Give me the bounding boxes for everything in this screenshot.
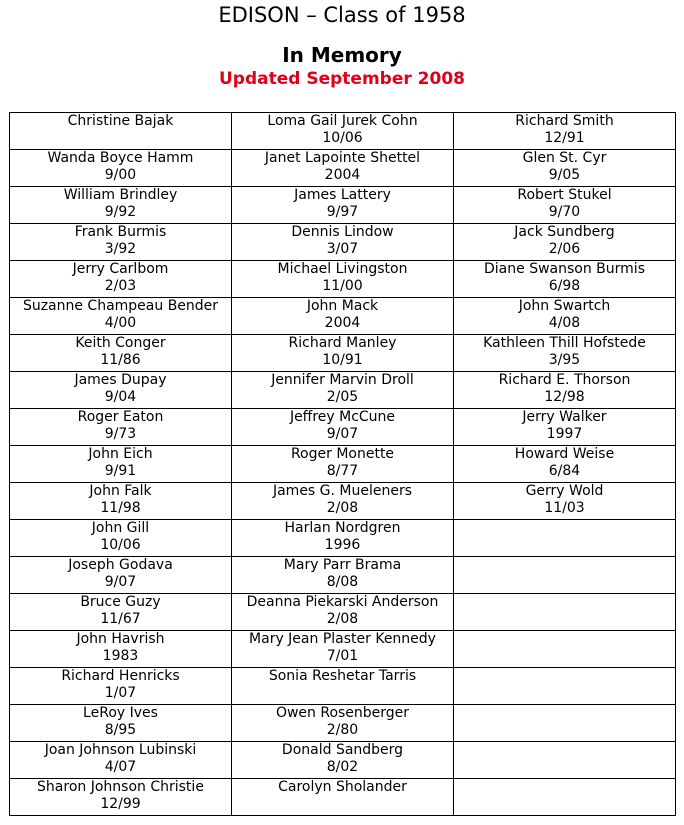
entry-date: 6/84 [548, 463, 581, 479]
entry-name: Bruce Guzy [80, 594, 161, 610]
memorial-entry [232, 557, 454, 594]
entry-date: 3/92 [104, 241, 137, 257]
entry-name: James Dupay [74, 372, 167, 388]
entry-date: 12/98 [544, 389, 585, 405]
entry-name: John Havrish [76, 631, 165, 647]
entry-name: Richard Henricks [61, 668, 180, 684]
memorial-entry [232, 372, 454, 409]
memorial-entry [10, 150, 232, 187]
entry-date: 11/86 [100, 352, 141, 368]
memorial-entry [454, 298, 676, 335]
entry-name: Joseph Godava [68, 557, 173, 573]
memorial-entry [454, 779, 676, 816]
entry-date: 8/95 [104, 722, 137, 738]
table-row [10, 113, 676, 150]
entry-date: 9/70 [548, 204, 581, 220]
memorial-entry [232, 520, 454, 557]
entry-name: Frank Burmis [74, 224, 167, 240]
table-row [10, 409, 676, 446]
memorial-entry [10, 335, 232, 372]
memorial-entry [232, 779, 454, 816]
entry-name: Janet Lapointe Shettel [264, 150, 421, 166]
entry-date: 3/95 [548, 352, 581, 368]
memorial-entry [454, 113, 676, 150]
entry-name: James Lattery [294, 187, 391, 203]
memorial-entry [232, 594, 454, 631]
memorial-entry [232, 668, 454, 705]
entry-date: 2/03 [104, 278, 137, 294]
entry-date: 9/92 [104, 204, 137, 220]
entry-name: Sharon Johnson Christie [37, 779, 204, 795]
entry-date: 12/99 [100, 796, 141, 812]
entry-name: Loma Gail Jurek Cohn [267, 113, 418, 129]
entry-name: Harlan Nordgren [284, 520, 401, 536]
entry-date: 4/07 [104, 759, 137, 775]
entry-name: Howard Weise [514, 446, 615, 462]
memorial-entry [454, 520, 676, 557]
memorial-entry [454, 372, 676, 409]
memorial-entry [232, 483, 454, 520]
table-row [10, 631, 676, 668]
memorial-entry [454, 594, 676, 631]
memorial-entry [232, 742, 454, 779]
entry-date: 10/91 [322, 352, 363, 368]
memorial-entry [10, 483, 232, 520]
memorial-entry [10, 187, 232, 224]
table-row [10, 335, 676, 372]
memorial-entry [454, 446, 676, 483]
entry-name: Jack Sundberg [514, 224, 615, 240]
table-row [10, 557, 676, 594]
table-row [10, 705, 676, 742]
entry-date: 1/07 [104, 685, 137, 701]
memorial-entry [232, 150, 454, 187]
entry-date: 7/01 [326, 648, 359, 664]
entry-name: Mary Parr Brama [283, 557, 402, 573]
entry-date: 4/00 [104, 315, 137, 331]
entry-date: 1997 [546, 426, 583, 442]
entry-name: Joan Johnson Lubinski [44, 742, 197, 758]
entry-name: Jeffrey McCune [289, 409, 396, 425]
entry-date: 3/07 [326, 241, 359, 257]
entry-name: Richard E. Thorson [498, 372, 631, 388]
entry-date: 2/08 [326, 611, 359, 627]
entry-date: 9/73 [104, 426, 137, 442]
entry-name: Gerry Wold [525, 483, 604, 499]
updated-note: Updated September 2008 [219, 69, 465, 89]
entry-name: Mary Jean Plaster Kennedy [249, 631, 436, 647]
table-row [10, 261, 676, 298]
page-subtitle: In Memory [282, 43, 402, 67]
memorial-entry [454, 335, 676, 372]
entry-name: Glen St. Cyr [522, 150, 607, 166]
entry-name: Jerry Walker [522, 409, 607, 425]
entry-date: 9/97 [326, 204, 359, 220]
memorial-entry [232, 187, 454, 224]
entry-date: 8/02 [326, 759, 359, 775]
memorial-entry [10, 446, 232, 483]
memorial-entry [454, 668, 676, 705]
entry-name: Christine Bajak [67, 113, 174, 129]
entry-date: 12/91 [544, 130, 585, 146]
memorial-entry [454, 631, 676, 668]
table-row [10, 594, 676, 631]
entry-name: Kathleen Thill Hofstede [483, 335, 646, 351]
memorial-entry [10, 705, 232, 742]
entry-date: 1996 [324, 537, 361, 553]
memorial-entry [10, 520, 232, 557]
entry-name: William Brindley [63, 187, 178, 203]
memorial-entry [10, 372, 232, 409]
entry-date: 6/98 [548, 278, 581, 294]
entry-date: 2004 [324, 167, 361, 183]
memorial-entry [10, 409, 232, 446]
entry-name: Michael Livingston [277, 261, 408, 277]
entry-date: 11/98 [100, 500, 141, 516]
entry-name: Deanna Piekarski Anderson [246, 594, 439, 610]
entry-date: 2/80 [326, 722, 359, 738]
entry-date: 1983 [102, 648, 139, 664]
memorial-entry [454, 742, 676, 779]
entry-name: John Swartch [518, 298, 611, 314]
memorial-entry [232, 631, 454, 668]
entry-name: Robert Stukel [517, 187, 612, 203]
page-title: EDISON – Class of 1958 [218, 3, 466, 27]
memorial-entry [454, 187, 676, 224]
table-row [10, 372, 676, 409]
entry-date: 9/00 [104, 167, 137, 183]
memorial-table [9, 112, 676, 816]
entry-date: 8/08 [326, 574, 359, 590]
entry-name: Roger Eaton [77, 409, 164, 425]
memorial-table-body [10, 113, 676, 816]
entry-name: Richard Manley [288, 335, 397, 351]
memorial-entry [232, 446, 454, 483]
table-row [10, 520, 676, 557]
entry-name: John Falk [89, 483, 152, 499]
entry-name: Dennis Lindow [291, 224, 394, 240]
table-row [10, 150, 676, 187]
memorial-entry [10, 594, 232, 631]
entry-name: Roger Monette [290, 446, 395, 462]
entry-date: 2/06 [548, 241, 581, 257]
memorial-entry [10, 113, 232, 150]
entry-name: Keith Conger [75, 335, 166, 351]
memorial-entry [232, 224, 454, 261]
entry-name: John Eich [88, 446, 153, 462]
entry-date: 2/05 [326, 389, 359, 405]
entry-date: 9/91 [104, 463, 137, 479]
entry-date: 4/08 [548, 315, 581, 331]
table-row [10, 483, 676, 520]
entry-name: Sonia Reshetar Tarris [268, 668, 417, 684]
memorial-entry [454, 261, 676, 298]
entry-name: Jerry Carlbom [72, 261, 169, 277]
table-row [10, 224, 676, 261]
memorial-entry [454, 483, 676, 520]
entry-name: John Mack [306, 298, 379, 314]
entry-name: Carolyn Sholander [278, 779, 407, 795]
memorial-entry [454, 224, 676, 261]
entry-name: Suzanne Champeau Bender [22, 298, 219, 314]
memorial-entry [454, 705, 676, 742]
entry-name: Donald Sandberg [281, 742, 404, 758]
entry-name: Richard Smith [515, 113, 614, 129]
entry-name: Wanda Boyce Hamm [47, 150, 194, 166]
entry-date: 9/05 [548, 167, 581, 183]
entry-name: Diane Swanson Burmis [484, 261, 645, 277]
entry-date: 8/77 [326, 463, 359, 479]
memorial-entry [454, 150, 676, 187]
entry-date: 9/04 [104, 389, 137, 405]
memorial-entry [10, 668, 232, 705]
memorial-entry [232, 261, 454, 298]
entry-date: 10/06 [322, 130, 363, 146]
entry-name: Jennifer Marvin Droll [271, 372, 414, 388]
entry-date: 9/07 [104, 574, 137, 590]
memorial-entry [10, 224, 232, 261]
memorial-entry [232, 409, 454, 446]
memorial-entry [232, 335, 454, 372]
entry-date: 9/07 [326, 426, 359, 442]
entry-name: James G. Mueleners [272, 483, 413, 499]
memorial-entry [10, 261, 232, 298]
table-row [10, 668, 676, 705]
entry-date: 11/00 [322, 278, 363, 294]
memorial-entry [10, 557, 232, 594]
memorial-entry [10, 779, 232, 816]
memorial-entry [232, 113, 454, 150]
table-row [10, 298, 676, 335]
entry-date: 2004 [324, 315, 361, 331]
table-row [10, 779, 676, 816]
table-row [10, 446, 676, 483]
entry-date: 2/08 [326, 500, 359, 516]
entry-date: 10/06 [100, 537, 141, 553]
memorial-entry [454, 409, 676, 446]
memorial-entry [232, 298, 454, 335]
table-row [10, 187, 676, 224]
memorial-entry [454, 557, 676, 594]
memorial-entry [10, 742, 232, 779]
memorial-entry [232, 705, 454, 742]
entry-name: LeRoy Ives [83, 705, 158, 721]
memorial-entry [10, 298, 232, 335]
entry-date: 11/67 [100, 611, 141, 627]
memorial-entry [10, 631, 232, 668]
table-row [10, 742, 676, 779]
entry-name: John Gill [91, 520, 150, 536]
entry-name: Owen Rosenberger [275, 705, 410, 721]
entry-date: 11/03 [544, 500, 585, 516]
